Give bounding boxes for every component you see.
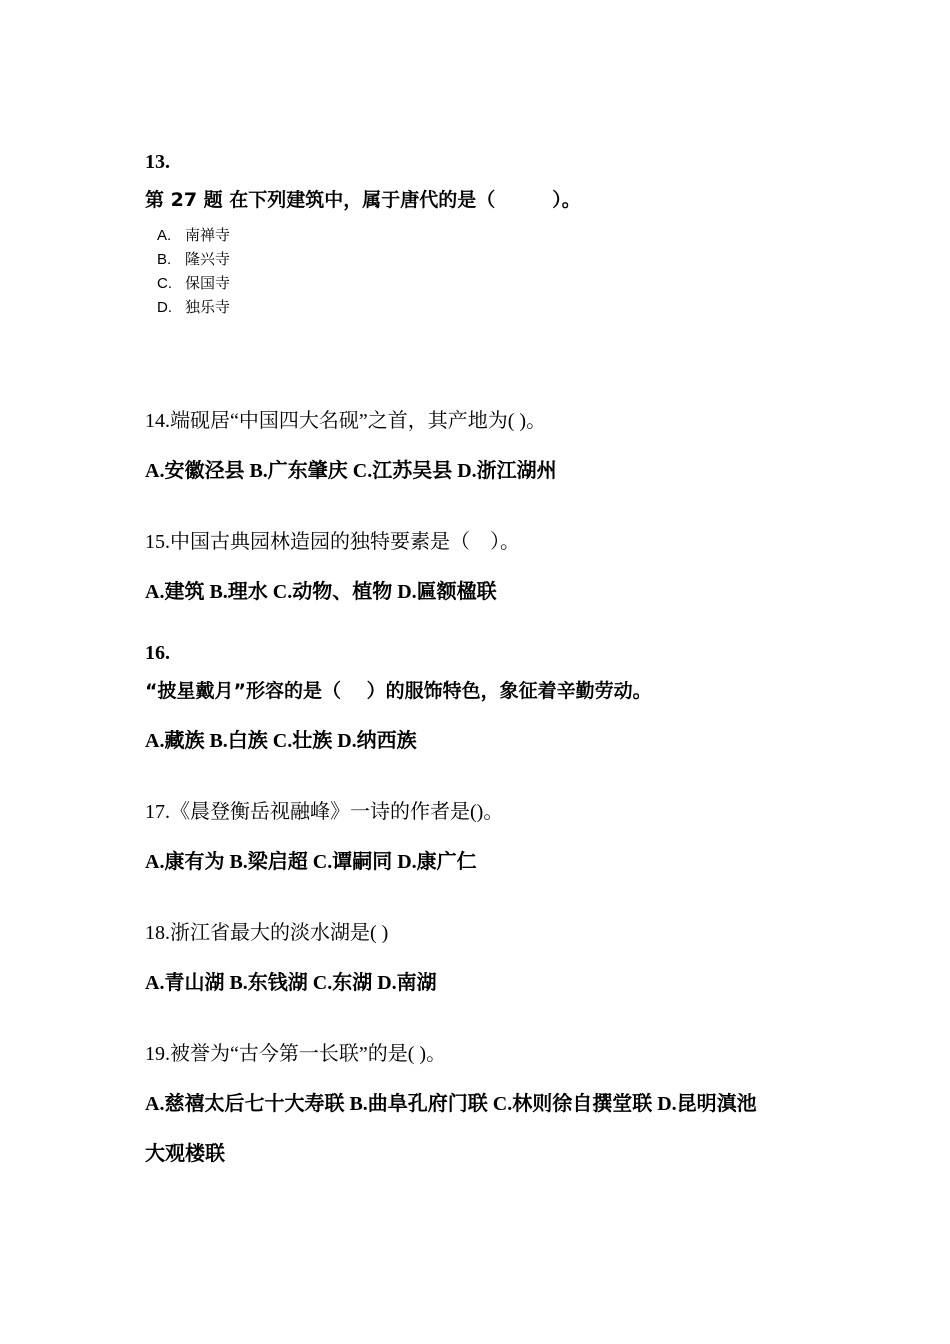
question-14-options: A.安徽泾县 B.广东肇庆 C.江苏吴县 D.浙江湖州 — [145, 460, 557, 482]
question-17-stem: 17.《晨登衡岳视融峰》一诗的作者是()。 — [145, 801, 504, 823]
question-19-options-line1: A.慈禧太后七十大寿联 B.曲阜孔府门联 C.林则徐自撰堂联 D.昆明滇池 — [145, 1093, 757, 1115]
question-19-options-line2: 大观楼联 — [145, 1143, 225, 1165]
question-18-options: A.青山湖 B.东钱湖 C.东湖 D.南湖 — [145, 972, 437, 994]
option-letter: A. — [157, 227, 172, 244]
question-14-stem: 14.端砚居“中国四大名砚”之首，其产地为( )。 — [145, 410, 547, 432]
question-16-options: A.藏族 B.白族 C.壮族 D.纳西族 — [145, 730, 417, 752]
option-letter: D. — [157, 299, 172, 316]
question-13-option-c — [157, 274, 230, 293]
question-13-stem: 第 27 题 在下列建筑中，属于唐代的是（ ）。 — [145, 189, 581, 211]
question-18-stem: 18.浙江省最大的淡水湖是( ) — [145, 922, 389, 944]
option-text: 保国寺 — [185, 274, 231, 292]
question-13-option-b — [157, 250, 230, 269]
question-19-stem: 19.被誉为“古今第一长联”的是( )。 — [145, 1043, 447, 1065]
question-15-options: A.建筑 B.理水 C.动物、植物 D.匾额楹联 — [145, 581, 497, 603]
question-13-option-a — [157, 226, 230, 245]
question-16-number: 16. — [145, 642, 170, 664]
option-text: 独乐寺 — [185, 298, 231, 316]
question-13-number: 13. — [145, 151, 170, 173]
question-16-stem: “披星戴月”形容的是（ ）的服饰特色，象征着辛勤劳动。 — [145, 680, 652, 702]
question-13-option-d — [157, 298, 230, 317]
option-letter: B. — [157, 251, 172, 268]
question-15-stem: 15.中国古典园林造园的独特要素是（ ）。 — [145, 531, 520, 553]
option-text: 南禅寺 — [185, 226, 231, 244]
question-17-options: A.康有为 B.梁启超 C.谭嗣同 D.康广仁 — [145, 851, 477, 873]
option-text: 隆兴寺 — [185, 250, 231, 268]
option-letter: C. — [157, 275, 172, 292]
